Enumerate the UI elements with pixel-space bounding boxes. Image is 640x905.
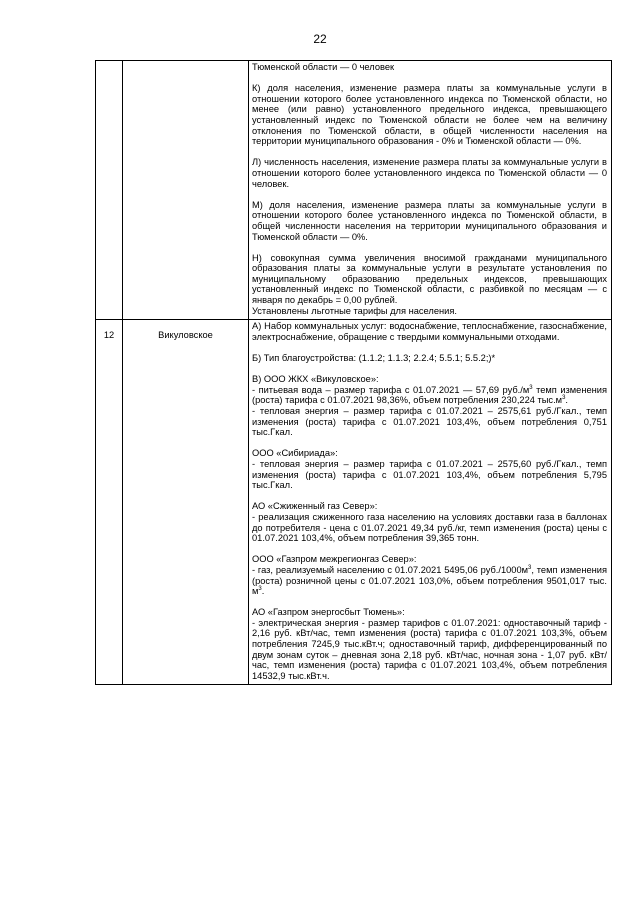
paragraph-continuation: Тюменской области — 0 человек	[252, 62, 395, 72]
municipality-name-cell	[123, 61, 249, 320]
section-heading: АО «Газпром энергосбыт Тюмень»:	[252, 607, 405, 618]
paragraph-m: М) доля населения, изменение размера платы за коммунальные услуги в отношении которого более установленного индекса по Тюменской области, в общей численности населения на территории муниципального образования и Тюменской области — 0%.	[252, 199, 607, 242]
heat-tariff-text: - тепловая энергия – размер тарифа с 01.07.2021 – 2575,60 руб./Гкал., темп изменения (роста) тарифа с 01.07.2021 103,4%, объем потребления 5,795 тыс.Гкал.	[252, 458, 607, 491]
heat-tariff-text: - тепловая энергия – размер тарифа с 01.07.2021 – 2575,61 руб./Гкал., темп изменения (роста) тарифа с 01.07.2021 103,4%, объем потребления 0,751 тыс.Гкал.	[252, 406, 607, 438]
section-gazprom-energosbyt	[252, 607, 607, 681]
paragraph-preferential-tariffs: Установлены льготные тарифы для населения.	[252, 305, 457, 316]
municipality-name-cell: Викуловское	[123, 320, 249, 685]
section-liquefied-gas	[252, 501, 607, 543]
paragraph-k: К) доля населения, изменение размера платы за коммунальные услуги в отношении которого более установленного индекса по Тюменской области, но менее (или равно) установленного предельного индекса, превышающего установленный индекс по Тюменской области не более чем на величину отклонения по Тюменской области, в общей численности населения на территории муниципального образования - 0% и Тюменской области — 0%.	[252, 83, 607, 147]
page-number: 22	[313, 32, 327, 46]
section-heading: ООО «Сибириада»:	[252, 448, 338, 459]
section-gazprom-mezhregiongaz	[252, 554, 607, 596]
row-number-cell: 12	[96, 320, 123, 685]
description-cell	[249, 320, 612, 685]
table-row-previous	[96, 61, 612, 320]
description-cell	[249, 61, 612, 320]
section-heading: АО «Сжиженный газ Север»:	[252, 501, 378, 512]
paragraph-n: Н) совокупная сумма увеличения вносимой гражданами муниципального образования платы за коммунальные услуги в результате установления по муниципальному образованию предельных индексов, превышающих установленный индекс по Тюменской области, с разбивкой по месяцам — с января по декабрь = 0,00 рублей.	[252, 252, 607, 306]
section-heading: ООО «Газпром межрегионгаз Север»:	[252, 554, 417, 565]
water-tariff-text: - питьевая вода – размер тарифа с 01.07.2021 — 57,69 $руб./м^3$ темп изменения (роста) тарифа с 01.07.2021 98,36%, объем потребления 230,224 $тыс.м^3$.	[252, 384, 607, 406]
table-row-12	[96, 320, 612, 685]
section-heading: В) ООО ЖКХ «Викуловское»:	[252, 374, 379, 385]
gas-price-text: - реализация сжиженного газа населению на условиях доставки газа в баллонах до потребителя - цена с 01.07.2021 49,34 руб./кг, темп изменения (роста) цены с 01.07.2021 103,4%, объем потребления 39,365 тонн.	[252, 511, 607, 544]
section-sibiriada	[252, 448, 607, 490]
tariff-table	[95, 60, 612, 685]
row-number-cell	[96, 61, 123, 320]
paragraph-b-amenities: Б) Тип благоустройства: (1.1.2; 1.1.3; 2.2.4; 5.5.1; 5.5.2;)*	[252, 353, 496, 364]
paragraph-l: Л) численность населения, изменение размера платы за коммунальные услуги в отношении которого более установленного индекса по Тюменской области — 0 человек.	[252, 157, 607, 189]
gas-price-text: - газ, реализуемый населению с 01.07.2021 5495,06 $руб./1000м^3$, темп изменения (роста) розничной цены с 01.07.2021 103,0%, объем потребления 9501,017 тыс. $м^3$.	[252, 564, 607, 597]
paragraph-a-services: А) Набор коммунальных услуг: водоснабжение, теплоснабжение, газоснабжение, электроснабжение, обращение с твердыми коммунальными отходами.	[252, 321, 607, 342]
electricity-tariff-text: - электрическая энергия - размер тарифов с 01.07.2021: одноставочный тариф - 2,16 руб. кВт/час, темп изменения (роста) тарифа с 01.07.2021 103,3%, объем потребления 7245,9 тыс.кВт.ч; одноставочный тариф, дифференцированный по двум зонам суток – дневная зона 2,18 руб. кВт/час, ночная зона - 1,07 руб. кВт/час, темп изменения (роста) тарифа с 01.07.2021 103,4%, объем потребления 14532,9 тыс.кВт.ч.	[252, 617, 607, 681]
section-vikulovskoe	[252, 374, 607, 438]
